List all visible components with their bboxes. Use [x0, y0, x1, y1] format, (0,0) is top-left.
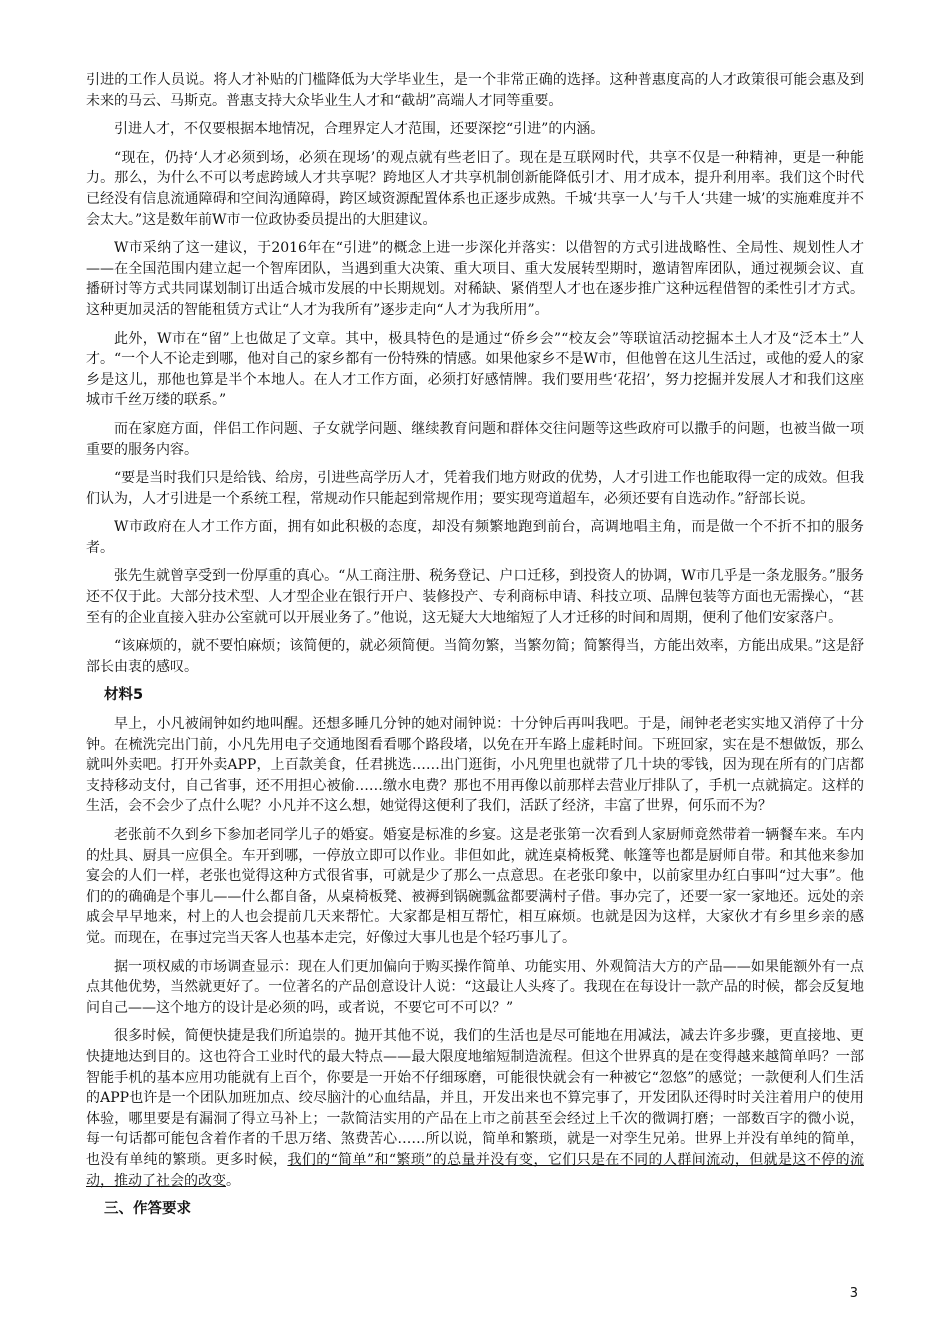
document-body — [86, 70, 864, 1228]
underlined-sentence: 我们的“简单”和“繁琐”的总量并没有变，它们只是在不同的人群间流动，但就是这不停的流动，推动了社会的改变 — [86, 1151, 864, 1189]
paragraph: W市采纳了这一建议，于2016年在“引进”的概念上进一步深化并落实：以借智的方式引进战略性、全局性、规划性人才——在全国范围内建立起一个智库团队，当遇到重大决策、重大项目、重大发展转型期时，邀请智库团队，通过视频会议、直播研讨等方式共同谋划制订出适合城市发展的中长期规划。对稀缺、紧俏型人才也在逐步推广这种远程借智的柔性引才方式。这种更加灵活的智能租赁方式让“人才为我所有”逐步走向“人才为我所用”。 — [86, 240, 864, 318]
section-heading: 三、作答要求 — [104, 1201, 191, 1218]
paragraph-last — [86, 1026, 864, 1191]
paragraph: 据一项权威的市场调查显示：现在人们更加偏向于购买操作简单、功能实用、外观简洁大方的产品——如果能额外有一点点其他优势，当然就更好了。一位著名的产品创意设计人说：“这最让人头疼了。我现在在每设计一款产品的时候，都会反复地问自己——这个地方的设计是必须的吗，或者说，不要它可不可以？” — [86, 958, 864, 1016]
paragraph: “该麻烦的，就不要怕麻烦；该简便的，就必须简便。当简勿繁，当繁勿简；简繁得当，方能出效率，方能出成果。”这是舒部长由衷的感叹。 — [86, 638, 864, 675]
paragraph: “要是当时我们只是给钱、给房，引进些高学历人才，凭着我们地方财政的优势，人才引进工作也能取得一定的成效。但我们认为，人才引进是一个系统工程，常规动作只能起到常规作用；要实现弯道超车，必须还要有自选动作。”舒部长说。 — [86, 470, 864, 507]
paragraph: 而在家庭方面，伴侣工作问题、子女就学问题、继续教育问题和群体交往问题等这些政府可以撒手的问题，也被当做一项重要的服务内容。 — [86, 420, 864, 458]
material-5-heading: 材料5 — [104, 687, 144, 704]
paragraph: “现在，仍持‘人才必须到场，必须在现场’的观点就有些老旧了。现在是互联网时代，共享不仅是一种精神，更是一种能力。那么，为什么不可以考虑跨域人才共享呢？跨地区人才共享机制创新能降低引才、用才成本，提升利用率。我们这个时代已经没有信息流通障碍和空间沟通障碍，跨区域资源配置体系也正逐步成熟。千城‘共享一人’与千人‘共建一城’的实施难度并不会太大。”这是数年前W市一位政协委员提出的大胆建议。 — [86, 149, 864, 228]
page-number: 3 — [849, 1286, 858, 1301]
paragraph: 早上，小凡被闹钟如约地叫醒。还想多睡几分钟的她对闹钟说：十分钟后再叫我吧。于是，闹钟老老实实地又消停了十分钟。在梳洗完出门前，小凡先用电子交通地图看看哪个路段堵，以免在开车路上虚耗时间。下班回家，实在是不想做饭，那么就叫外卖吧。打开外卖APP，上百款美食，任君挑选……出门逛街，小凡兜里也就带了几十块的零钱，因为现在所有的门店都支持移动支付，自己省事，还不用担心被偷……缴水电费？那也不用再像以前那样去营业厅排队了，手机一点就搞定。这样的生活，会不会少了点什么呢？小凡并不这么想，她觉得这便利了我们，活跃了经济，丰富了世界，何乐而不为？ — [86, 716, 864, 815]
paragraph: 引进人才，不仅要根据本地情况，合理界定人才范围，还要深挖“引进”的内涵。 — [114, 121, 605, 138]
paragraph: W市政府在人才工作方面，拥有如此积极的态度，却没有频繁地跑到前台，高调地唱主角，而是做一个不折不扣的服务者。 — [86, 519, 864, 556]
paragraph: 老张前不久到乡下参加老同学儿子的婚宴。婚宴是标准的乡宴。这是老张第一次看到人家厨师竟然带着一辆餐车来。车内的灶具、厨具一应俱全。车开到哪，一停放立即可以作业。非但如此，就连桌椅板凳、帐篷等也都是厨师自带。和其他来参加宴会的人们一样，老张也觉得这种方式很省事，可就是少了那么一点意思。在老张印象中，以前家里办红白事叫“过大事”。他们的的确确是个事儿——什么都自备，从桌椅板凳、被褥到锅碗瓢盆都要满村子借。事办完了，还要一家一家地还。远处的亲戚会早早地来，村上的人也会提前几天来帮忙。大家都是相互帮忙，相互麻烦。也就是因为这样，大家伙才有乡里乡亲的感觉。而现在，在事过完当天客人也基本走完，好像过大事儿也是个轻巧事儿了。 — [86, 827, 864, 946]
paragraph-text: 很多时候，简便快捷是我们所追崇的。抛开其他不说，我们的生活也是尽可能地在用减法，减去许多步骤，更直接地、更快捷地达到目的。这也符合工业时代的最大特点——最大限度地缩短制造流程。但这个世界真的是在变得越来越简单吗？一部智能手机的基本应用功能就有上百个，你要是一开始不仔细琢磨，可能很快就会有一种被它“忽悠”的感觉；一款便利人们生活的APP也许是一个团队加班加点、绞尽脑汁的心血结晶，并且，开发出来也不算完事了，开发团队还得时时关注着用户的使用体验，哪里要是有漏洞了得立马补上；一款简洁实用的产品在上市之前甚至会经过上千次的微调打磨；一部数百字的微小说，每一句话都可能包含着作者的千思万绪、煞费苦心……所以说，简单和繁琐，就是一对孪生兄弟。世界上并没有单纯的简单，也没有单纯的繁琐。更多时候， — [86, 1028, 864, 1168]
paragraph: 引进的工作人员说。将人才补贴的门槛降低为大学毕业生，是一个非常正确的选择。这种普惠度高的人才政策很可能会惠及到未来的马云、马斯克。普惠支持大众毕业生人才和“截胡”高端人才同等重要。 — [86, 72, 864, 109]
paragraph: 张先生就曾享受到一份厚重的真心。“从工商注册、税务登记、户口迁移，到投资人的协调，W市几乎是一条龙服务。”服务还不仅于此。大部分技术型、人才型企业在银行开户、装修投产、专利商标申请、科技立项、品牌包装等方面也无需操心，“甚至有的企业直接入驻办公室就可以开展业务了。”他说，这无疑大大地缩短了人才迁移的时间和周期，便利了他们安家落户。 — [86, 568, 864, 626]
paragraph: 此外，W市在“留”上也做足了文章。其中，极具特色的是通过“侨乡会”“校友会”等联谊活动挖掘本土人才及“泛本土”人才。“一个人不论走到哪，他对自己的家乡都有一份特殊的情感。如果他家乡不是W市，但他曾在这儿生活过，或他的爱人的家乡是这儿，那他也算是半个本地人。在人才工作方面，必须打好感情牌。我们要用些‘花招’，努力挖掘并发展人才和我们这座城市千丝万缕的联系。” — [86, 330, 864, 409]
paragraph-end: 。 — [226, 1172, 240, 1189]
